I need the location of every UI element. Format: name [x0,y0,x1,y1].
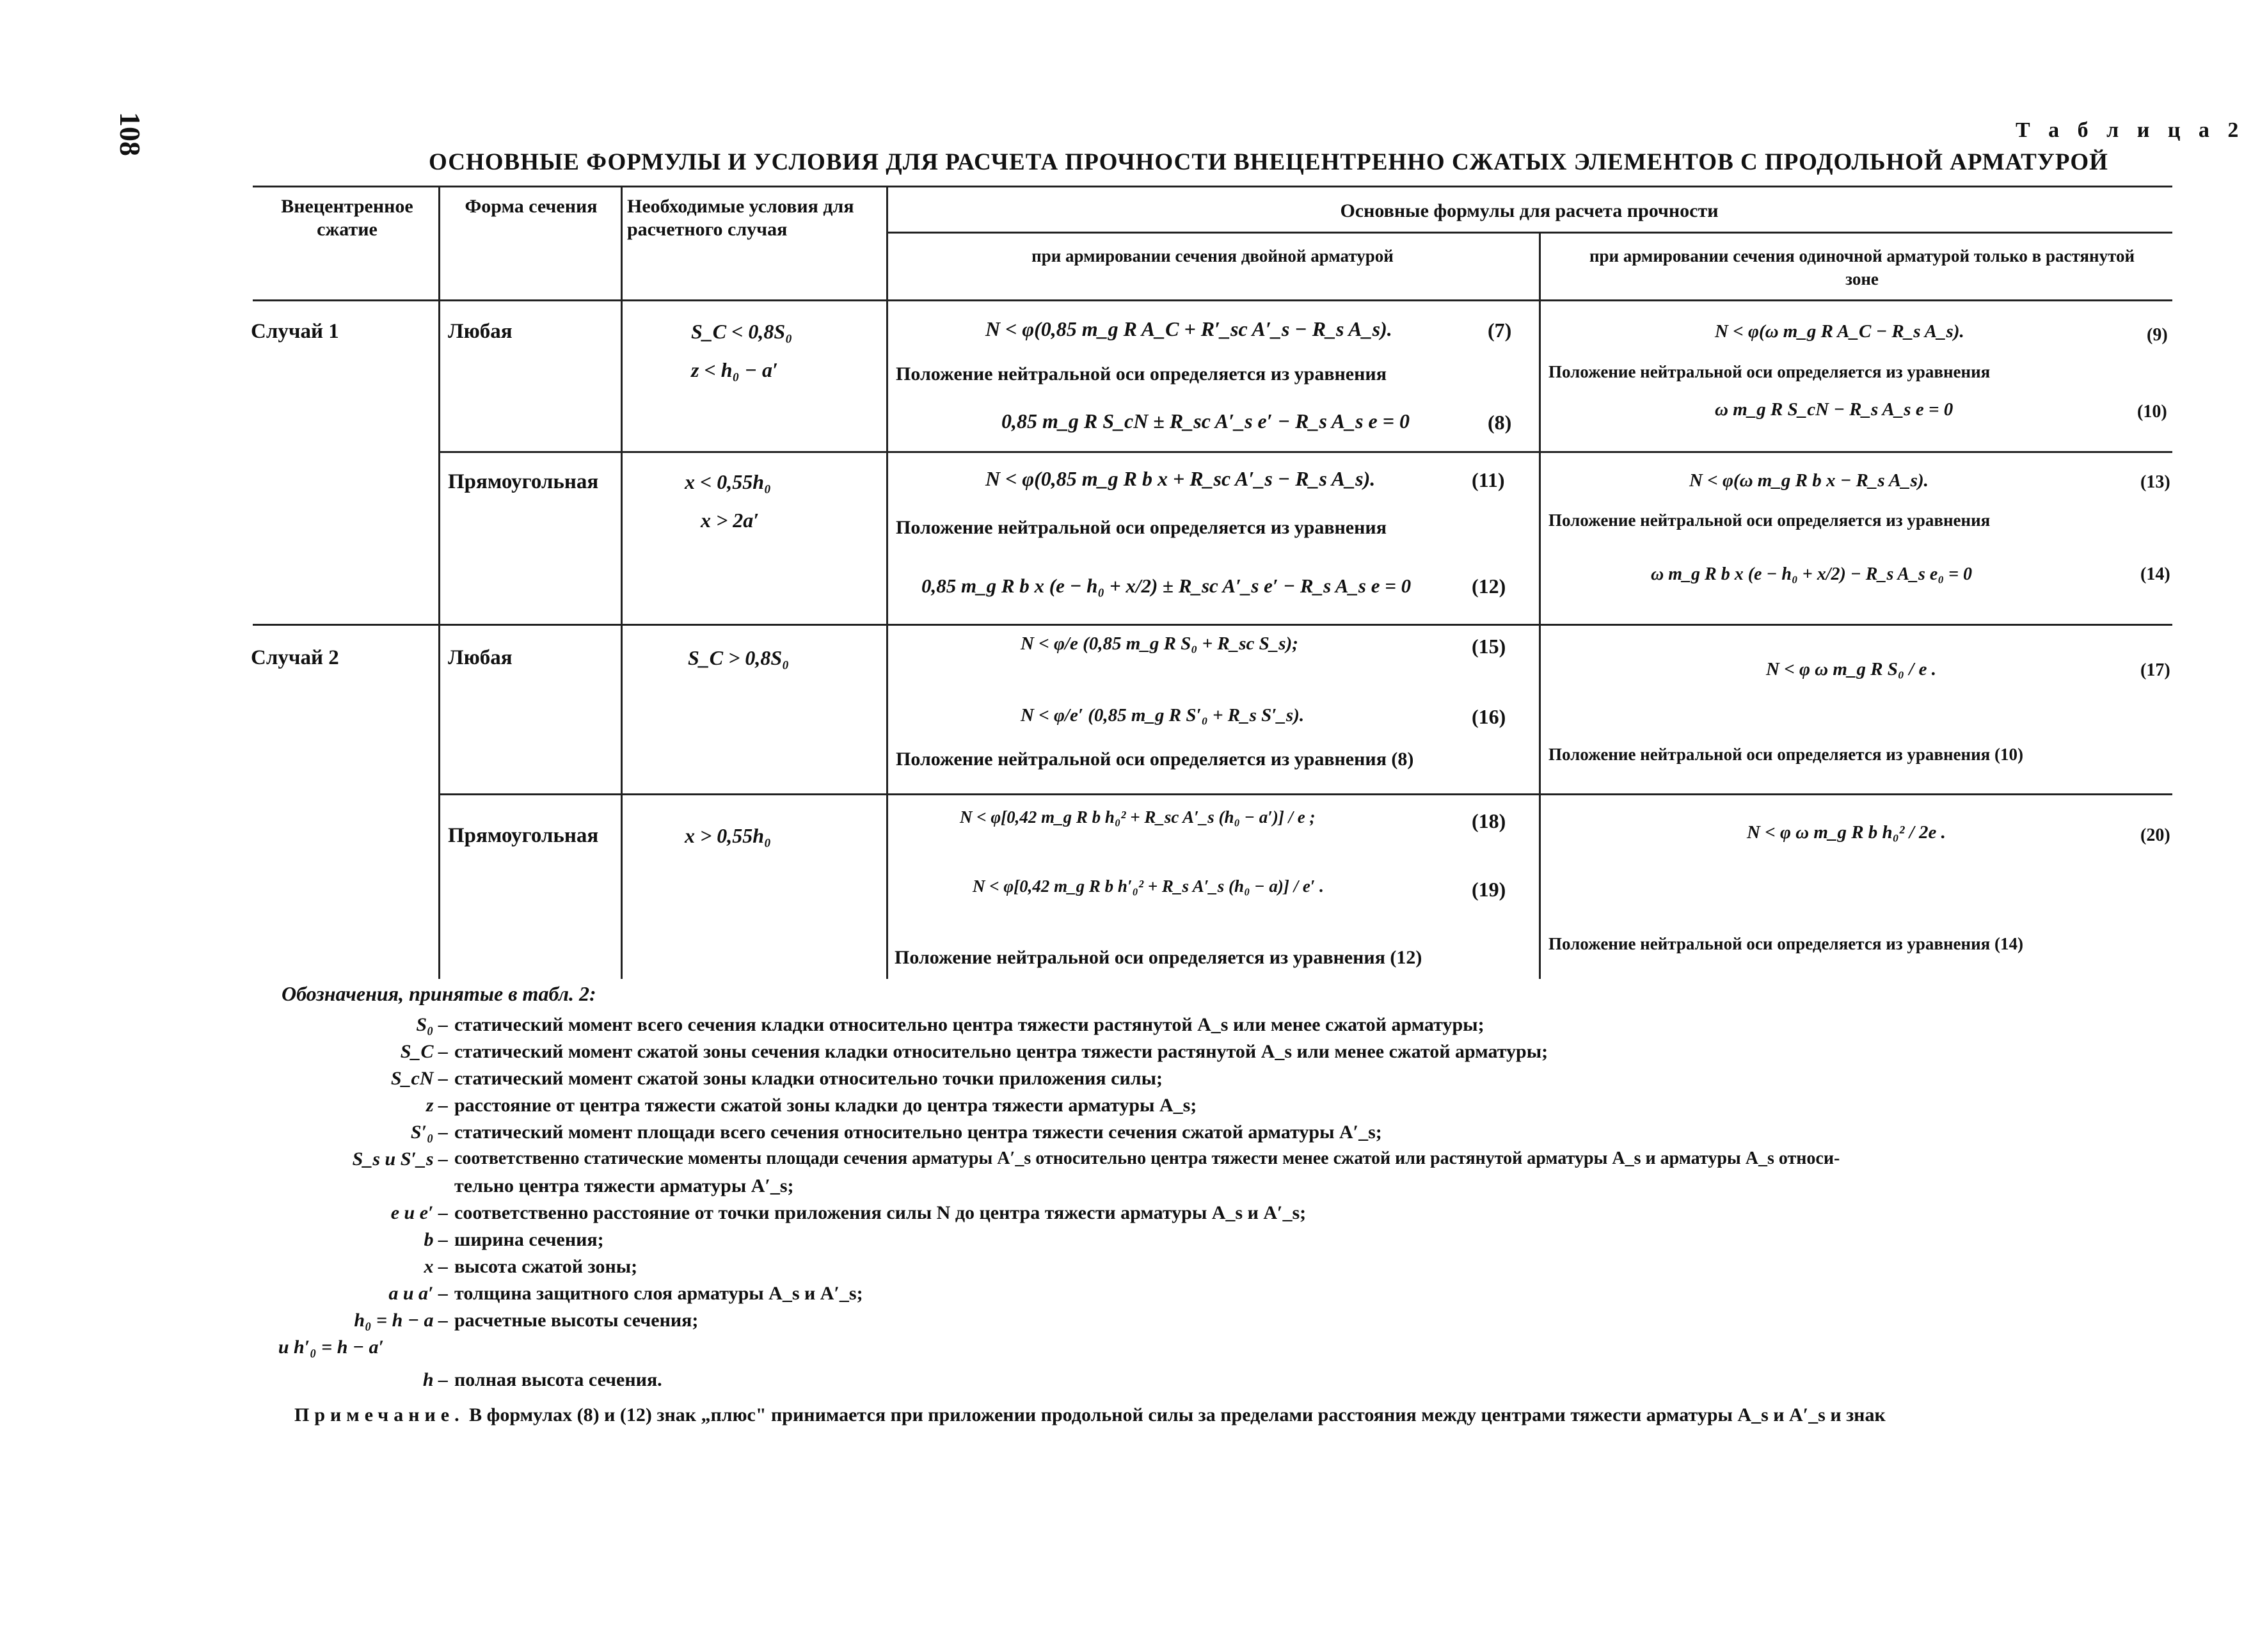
formula-number-14: (14) [2140,564,2170,584]
formula-number-20: (20) [2140,825,2170,845]
formula-number-7: (7) [1488,319,1512,342]
formula-18: N < φ[0,42 m_g R b h₀² + R_sc A′_s (h₀ − a′)] / e ; [960,807,1316,827]
legend-symbol: S_cN – [390,1068,448,1089]
formula-16: N < φ/e′ (0,85 m_g R S′₀ + R_s S′_s). [1021,705,1305,726]
condition-z-row1: z < h₀ − a′ [691,358,779,381]
legend-title: Обозначения, принятые в табл. 2: [282,982,596,1005]
formula-number-18: (18) [1472,809,1506,832]
legend-text: статический момент сжатой зоны кладки относительно точки приложения силы; [454,1068,1163,1089]
legend-text: тельно центра тяжести арматуры A′_s; [454,1175,794,1196]
legend-text: статический момент всего сечения кладки относительно центра тяжести растянутой A_s или менее сжатой арматуры; [454,1014,1484,1035]
legend-text: соответственно статические моменты площади сечения арматуры A′_s относительно центра тяжести менее сжатой или растянутой арматуры A_s и арматуры A_s относи- [454,1148,1840,1168]
condition-x-row2: x < 0,55h₀ [685,470,772,493]
formula-15: N < φ/e (0,85 m_g R S₀ + R_sc S_s); [1021,633,1298,654]
neutral-axis-text-row2-single: Положение нейтральной оси определяется из уравнения [1548,511,1991,530]
header-single-reinforcement: при армировании сечения одиночной арматурой только в растянутой зоне [1589,246,2135,289]
neutral-axis-text-row4-single: Положение нейтральной оси определяется из уравнения (14) [1548,934,2023,953]
condition-sc-row3: S_C > 0,8S₀ [688,646,790,669]
legend-symbol: h – [422,1369,448,1390]
formula-20: N < φ ω m_g R b h₀² / 2e . [1747,822,1946,843]
formula-number-16: (16) [1472,705,1506,728]
legend-text: ширина сечения; [454,1229,604,1250]
legend-symbol: a и a′ – [388,1283,448,1304]
formula-10: ω m_g R S_cN − R_s A_s e = 0 [1715,399,1954,420]
formula-11: N < φ(0,85 m_g R b x + R_sc A′_s − R_s A_s). [985,467,1376,490]
footnote [294,1404,1886,1426]
legend-symbol: S_C – [400,1041,448,1062]
formula-number-10: (10) [2137,402,2167,422]
legend-text: полная высота сечения. [454,1369,662,1390]
legend-symbol: и h′₀ = h − a′ [278,1337,384,1358]
formula-7: N < φ(0,85 m_g R A_C + R′_sc A′_s − R_s A_s). [985,317,1392,340]
formula-number-8: (8) [1488,411,1512,434]
neutral-axis-text-row1-single: Положение нейтральной оси определяется из уравнения [1548,362,1991,381]
formula-8: 0,85 m_g R S_cN ± R_sc A′_s e′ − R_s A_s e = 0 [1001,409,1410,433]
formula-17: N < φ ω m_g R S₀ / e . [1766,659,1936,679]
formula-number-11: (11) [1472,468,1505,491]
table-label: Т а б л и ц а 2 [2016,118,2245,142]
legend-text: расчетные высоты сечения; [454,1310,699,1331]
legend-symbol: e и e′ – [390,1202,448,1223]
footnote-text: В формулах (8) и (12) знак „плюс" принимается при приложении продольной силы за пределами расстояния между центрами тяжести арматуры A_s и A′_s и знак [469,1404,1886,1426]
formula-number-9: (9) [2147,325,2168,345]
shape-rect-row4: Прямоугольная [448,824,599,847]
shape-any-row1: Любая [448,320,513,343]
header-double-reinforcement: при армировании сечения двойной арматурой [1031,246,1394,266]
formula-number-13: (13) [2140,472,2170,492]
header-eccentric-compression: Внецентренное сжатие [281,196,413,240]
formula-19: N < φ[0,42 m_g R b h′₀² + R_s A′_s (h₀ − a)] / e′ . [973,877,1324,896]
case-2-label: Случай 2 [251,646,339,669]
neutral-axis-text-row3-double: Положение нейтральной оси определяется из уравнения (8) [896,749,1414,770]
legend-text: статический момент площади всего сечения относительно центра тяжести сечения сжатой арматуры A′_s; [454,1122,1382,1143]
formula-number-17: (17) [2140,660,2170,680]
footnote-label: Примечание. [294,1404,465,1426]
condition-sc-row1: S_C < 0,8S₀ [691,320,793,343]
neutral-axis-text-row4-double: Положение нейтральной оси определяется из уравнения (12) [895,947,1422,968]
header-conditions: Необходимые условия для расчетного случая [627,196,854,240]
neutral-axis-text-row3-single: Положение нейтральной оси определяется из уравнения (10) [1548,745,2023,764]
legend-symbol: h₀ = h − a – [354,1310,448,1331]
table-title: ОСНОВНЫЕ ФОРМУЛЫ И УСЛОВИЯ ДЛЯ РАСЧЕТА ПРОЧНОСТИ ВНЕЦЕНТРЕННО СЖАТЫХ ЭЛЕМЕНТОВ С ПРОДОЛЬНОЙ АРМАТУРОЙ [429,149,2108,175]
legend-symbol: z – [426,1095,448,1116]
legend-text: расстояние от центра тяжести сжатой зоны кладки до центра тяжести арматуры A_s; [454,1095,1197,1116]
formula-number-12: (12) [1472,575,1506,598]
formula-12: 0,85 m_g R b x (e − h₀ + x/2) ± R_sc A′_s e′ − R_s A_s e = 0 [921,575,1412,597]
legend-symbol: b – [424,1229,448,1250]
header-section-shape: Форма сечения [465,196,598,217]
header-main-formulas: Основные формулы для расчета прочности [1340,200,1719,221]
legend-symbol: S₀ – [416,1014,448,1035]
condition-x-row4: x > 0,55h₀ [685,824,772,847]
formula-9: N < φ(ω m_g R A_C − R_s A_s). [1715,321,1964,342]
formula-number-15: (15) [1472,635,1506,658]
shape-any-row3: Любая [448,646,513,669]
shape-rect-row2: Прямоугольная [448,470,599,493]
formula-number-19: (19) [1472,878,1506,901]
legend-text: статический момент сжатой зоны сечения кладки относительно центра тяжести растянутой A_s или менее сжатой арматуры; [454,1041,1548,1062]
formula-14: ω m_g R b x (e − h₀ + x/2) − R_s A_s e₀ = 0 [1651,564,1973,584]
legend-symbol: S_s и S′_s – [352,1148,448,1170]
formula-13: N < φ(ω m_g R b x − R_s A_s). [1689,470,1929,491]
legend-symbol: S′₀ – [410,1122,448,1143]
legend-text: соответственно расстояние от точки приложения силы N до центра тяжести арматуры A_s и A′_s; [454,1202,1307,1223]
legend-symbol: x – [424,1256,448,1277]
legend-text: высота сжатой зоны; [454,1256,638,1277]
condition-x2a-row2: x > 2a′ [701,509,760,532]
neutral-axis-text-row1-double: Положение нейтральной оси определяется из уравнения [896,363,1387,385]
neutral-axis-text-row2-double: Положение нейтральной оси определяется из уравнения [896,517,1387,538]
case-1-label: Случай 1 [251,320,339,343]
legend-text: толщина защитного слоя арматуры A_s и A′_s; [454,1283,863,1304]
page-number: 108 [114,112,147,156]
